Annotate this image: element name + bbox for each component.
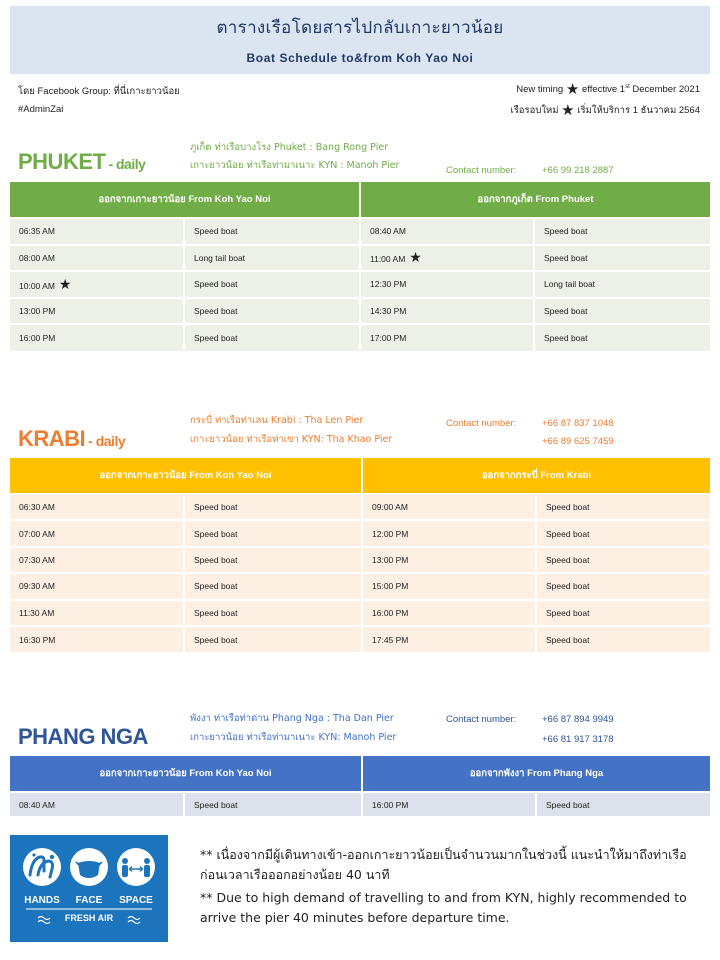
krabi-title: [18, 426, 125, 452]
phuket-col-from-kyn: ออกจากเกาะยาวน้อย From Koh Yao Noi: [10, 182, 360, 218]
hands-face-space-image: [10, 835, 168, 942]
phang-nga-col-from-phang-nga: ออกจากพังงา From Phang Nga: [362, 756, 710, 792]
boat-type: Speed boat: [184, 324, 360, 351]
departure-time: 06:30 AM: [10, 494, 184, 520]
phuket-contact-label: Contact number:: [446, 165, 517, 176]
departure-time: 09:00 AM: [362, 494, 536, 520]
boat-type: Speed boat: [534, 245, 710, 272]
title-english: Boat Schedule to&from Koh Yao Noi: [246, 51, 474, 65]
boat-type: Speed boat: [184, 573, 362, 599]
phuket-contact-number: +66 99 218 2887: [542, 165, 614, 176]
boat-type: Speed boat: [184, 218, 360, 245]
boat-type: Speed boat: [184, 298, 360, 325]
departure-time: 16:00 PM: [362, 600, 536, 626]
phuket-title-text: PHUKET: [18, 149, 106, 174]
departure-time: 08:40 AM: [360, 218, 534, 245]
phang-nga-pier-1: พังงา ท่าเรือท่าด่าน Phang Nga : Tha Dan Pier: [190, 713, 394, 724]
krabi-schedule-table: [10, 458, 710, 652]
departure-time: 16:30 PM: [10, 626, 184, 652]
phuket-daily: - daily: [108, 156, 146, 172]
star-icon: ★: [409, 249, 422, 266]
timing-label: New timing: [516, 84, 564, 96]
timing-sup: st: [625, 84, 630, 90]
departure-time: 14:30 PM: [360, 298, 534, 325]
departure-time: 07:30 AM: [10, 547, 184, 573]
table-row: [10, 792, 710, 816]
advice-note-english: ** Due to high demand of travelling to and from KYN, highly recommended to arrive the pier 40 minutes before departure time.: [200, 890, 687, 925]
departure-time: 16:00 PM: [10, 324, 184, 351]
space-label: SPACE: [119, 895, 153, 906]
departure-time: 09:30 AM: [10, 573, 184, 599]
table-row: [10, 218, 710, 245]
title-thai: ตารางเรือโดยสารไปกลับเกาะยาวน้อย: [216, 18, 504, 38]
phuket-pier-1: ภูเก็ต ท่าเรือบางโรง Phuket : Bang Rong Pier: [190, 142, 389, 153]
phang-nga-col-from-kyn: ออกจากเกาะยาวน้อย From Koh Yao Noi: [10, 756, 362, 792]
departure-time: 16:00 PM: [362, 792, 536, 816]
krabi-title-text: KRABI: [18, 426, 86, 451]
new-timing-notice-thai: [510, 103, 700, 118]
krabi-contact-label: Contact number:: [446, 418, 517, 429]
phang-nga-title: PHANG NGA: [18, 724, 148, 749]
krabi-pier-2: เกาะยาวน้อย ท่าเรือท่าเขา KYN: Tha Khao Pier: [190, 434, 393, 445]
advice-note-thai: ** เนื่องจากมีผู้เดินทางเข้า-ออกเกาะยาวน้อยเป็นจำนวนมากในช่วงนี้ แนะนำให้มาถึงท่าเรือก่อนเวลาเรือออกอย่างน้อย 40 นาที: [200, 847, 687, 882]
boat-type: Speed boat: [536, 520, 710, 546]
boat-type: Speed boat: [536, 573, 710, 599]
table-row: [10, 573, 710, 599]
timing-date-thai: เริ่มให้บริการ 1 ธันวาคม 2564: [577, 105, 700, 116]
boat-type: Speed boat: [536, 792, 710, 816]
table-row: [10, 271, 710, 298]
departure-time: 06:35 AM: [10, 218, 184, 245]
table-row: [10, 626, 710, 652]
boat-type: Long tail boat: [184, 245, 360, 272]
table-row: [10, 600, 710, 626]
phang-nga-schedule-table: [10, 756, 710, 816]
departure-time: 17:45 PM: [362, 626, 536, 652]
phang-nga-contact-label: Contact number:: [446, 714, 517, 725]
table-row: [10, 520, 710, 546]
hands-label: HANDS: [24, 895, 60, 906]
phuket-col-from-phuket: ออกจากภูเก็ต From Phuket: [360, 182, 710, 218]
krabi-daily: - daily: [88, 433, 126, 449]
phang-nga-pier-2: เกาะยาวน้อย ท่าเรือท่ามาเนาะ KYN: Manoh Pier: [190, 732, 397, 743]
departure-time: 07:00 AM: [10, 520, 184, 546]
departure-time: 08:00 AM: [10, 245, 184, 272]
boat-type: Speed boat: [184, 547, 362, 573]
phang-nga-contact-number-2: +66 81 917 3178: [542, 734, 614, 745]
departure-time: 13:00 PM: [362, 547, 536, 573]
boat-type: Speed boat: [534, 218, 710, 245]
space-distance-icon: [117, 848, 155, 886]
departure-time: 12:30 PM: [360, 271, 534, 298]
boat-type: Long tail boat: [534, 271, 710, 298]
timing-effective: effective 1: [581, 84, 626, 96]
star-icon: ★: [561, 102, 575, 119]
boat-type: Speed boat: [536, 626, 710, 652]
krabi-pier-1: กระบี่ ท่าเรือท่าเลน Krabi : Tha Len Pier: [190, 415, 364, 426]
hands-icon: [23, 848, 61, 886]
phang-nga-contact-number-1: +66 87 894 9949: [542, 714, 614, 725]
table-row: [10, 494, 710, 520]
new-timing-notice: [516, 81, 700, 99]
star-icon: ★: [565, 81, 580, 99]
phuket-title: [18, 149, 145, 175]
boat-type: Speed boat: [536, 494, 710, 520]
departure-time: 12:00 PM: [362, 520, 536, 546]
phuket-pier-2: เกาะยาวน้อย ท่าเรือท่ามาเนาะ KYN : Manoh Pier: [190, 160, 400, 171]
advice-note: [200, 845, 710, 928]
boat-type: Speed boat: [536, 547, 710, 573]
boat-type: Speed boat: [534, 324, 710, 351]
departure-time: 10:00 AM ★: [10, 271, 184, 298]
krabi-col-from-kyn: ออกจากเกาะยาวน้อย From Koh Yao Noi: [10, 458, 362, 494]
departure-time: 11:00 AM ★: [360, 245, 534, 272]
krabi-contact-number-2: +66 89 625 7459: [542, 436, 614, 447]
boat-type: Speed boat: [184, 626, 362, 652]
table-row: [10, 324, 710, 351]
star-icon: ★: [58, 275, 72, 292]
boat-type: Speed boat: [184, 520, 362, 546]
departure-time: 15:00 PM: [362, 573, 536, 599]
boat-type: Speed boat: [184, 792, 362, 816]
face-mask-icon: [70, 848, 108, 886]
admin-tag: #AdminZai: [18, 104, 64, 115]
departure-time: 08:40 AM: [10, 792, 184, 816]
krabi-col-from-krabi: ออกจากกระบี่ From Krabi: [362, 458, 710, 494]
boat-type: Speed boat: [184, 271, 360, 298]
table-row: [10, 298, 710, 325]
krabi-contact-number-1: +66 87 837 1048: [542, 418, 614, 429]
phuket-schedule-table: [10, 182, 710, 351]
table-row: [10, 547, 710, 573]
facebook-group-line: โดย Facebook Group: ที่นี่เกาะยาวน้อย: [18, 86, 180, 97]
timing-label-thai: เรือรอบใหม่: [510, 105, 559, 116]
boat-type: Speed boat: [184, 494, 362, 520]
departure-time: 11:30 AM: [10, 600, 184, 626]
fresh-air-label: FRESH AIR: [64, 913, 114, 923]
boat-type: Speed boat: [534, 298, 710, 325]
face-label: FACE: [75, 895, 103, 906]
table-row: [10, 245, 710, 272]
page-header: [10, 6, 710, 74]
timing-date: December 2021: [632, 84, 700, 96]
departure-time: 17:00 PM: [360, 324, 534, 351]
boat-type: Speed boat: [184, 600, 362, 626]
departure-time: 13:00 PM: [10, 298, 184, 325]
boat-type: Speed boat: [536, 600, 710, 626]
